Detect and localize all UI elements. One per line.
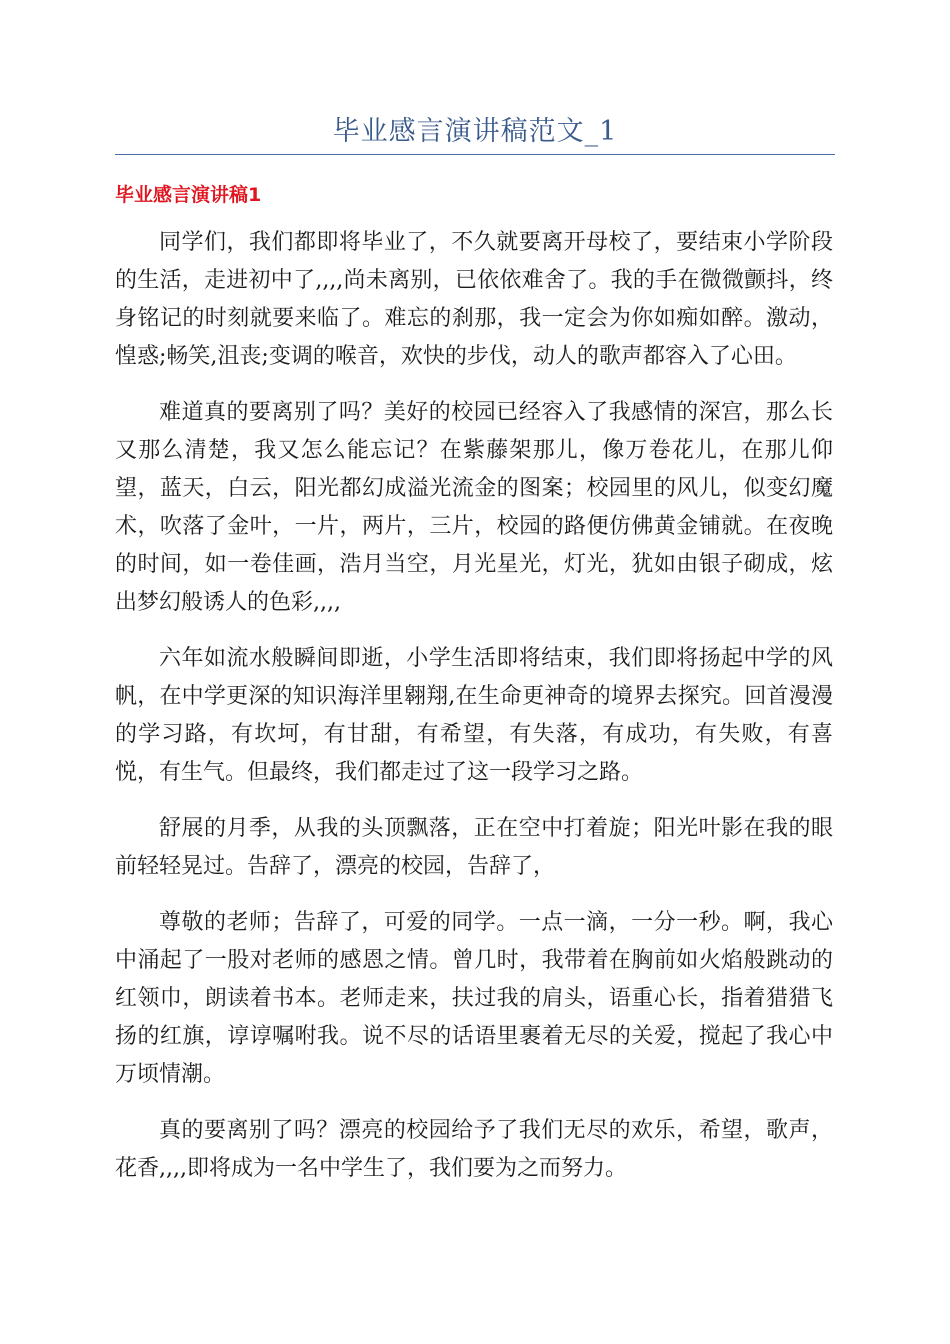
- document-title: 毕业感言演讲稿范文_1: [332, 116, 618, 147]
- paragraph-4: 舒展的月季，从我的头顶飘落，正在空中打着旋；阳光叶影在我的眼前轻轻晃过。告辞了，漂亮的校园，告辞了，: [115, 816, 833, 879]
- section-heading: 毕业感言演讲稿1: [115, 184, 262, 206]
- document-body: [115, 224, 833, 1206]
- paragraph-3: 六年如流水般瞬间即逝，小学生活即将结束，我们即将扬起中学的风帆，在中学更深的知识海洋里翱翔,在生命更神奇的境界去探究。回首漫漫的学习路，有坎坷，有甘甜，有希望，有失落，有成功，有失败，有喜悦，有生气。但最终，我们都走过了这一段学习之路。: [115, 646, 833, 785]
- paragraph-5: 尊敬的老师；告辞了，可爱的同学。一点一滴，一分一秒。啊，我心中涌起了一股对老师的感恩之情。曾几时，我带着在胸前如火焰般跳动的红领巾，朗读着书本。老师走来，扶过我的肩头，语重心长，指着猎猎飞扬的红旗，谆谆嘱咐我。说不尽的话语里裹着无尽的关爱，搅起了我心中万顷情潮。: [115, 910, 833, 1087]
- paragraph-2: 难道真的要离别了吗？美好的校园已经容入了我感情的深宫，那么长又那么清楚，我又怎么能忘记？在紫藤架那儿，像万卷花儿，在那儿仰望，蓝天，白云，阳光都幻成溢光流金的图案；校园里的风儿，似变幻魔术，吹落了金叶，一片，两片，三片，校园的路便仿佛黄金铺就。在夜晚的时间，如一卷佳画，浩月当空，月光星光，灯光，犹如由银子砌成，炫出梦幻般诱人的色彩,,,,: [115, 400, 833, 615]
- paragraph-1: 同学们，我们都即将毕业了，不久就要离开母校了，要结束小学阶段的生活，走进初中了,,,,尚未离别，已依依难舍了。我的手在微微颤抖，终身铭记的时刻就要来临了。难忘的刹那，我一定会为你如痴如醉。激动，惶惑;畅笑,沮丧;变调的喉音，欢快的步伐，动人的歌声都容入了心田。: [115, 230, 833, 369]
- paragraph-6: 真的要离别了吗？漂亮的校园给予了我们无尽的欢乐，希望，歌声，花香,,,,即将成为一名中学生了，我们要为之而努力。: [115, 1118, 833, 1181]
- title-underline-divider: [115, 154, 835, 155]
